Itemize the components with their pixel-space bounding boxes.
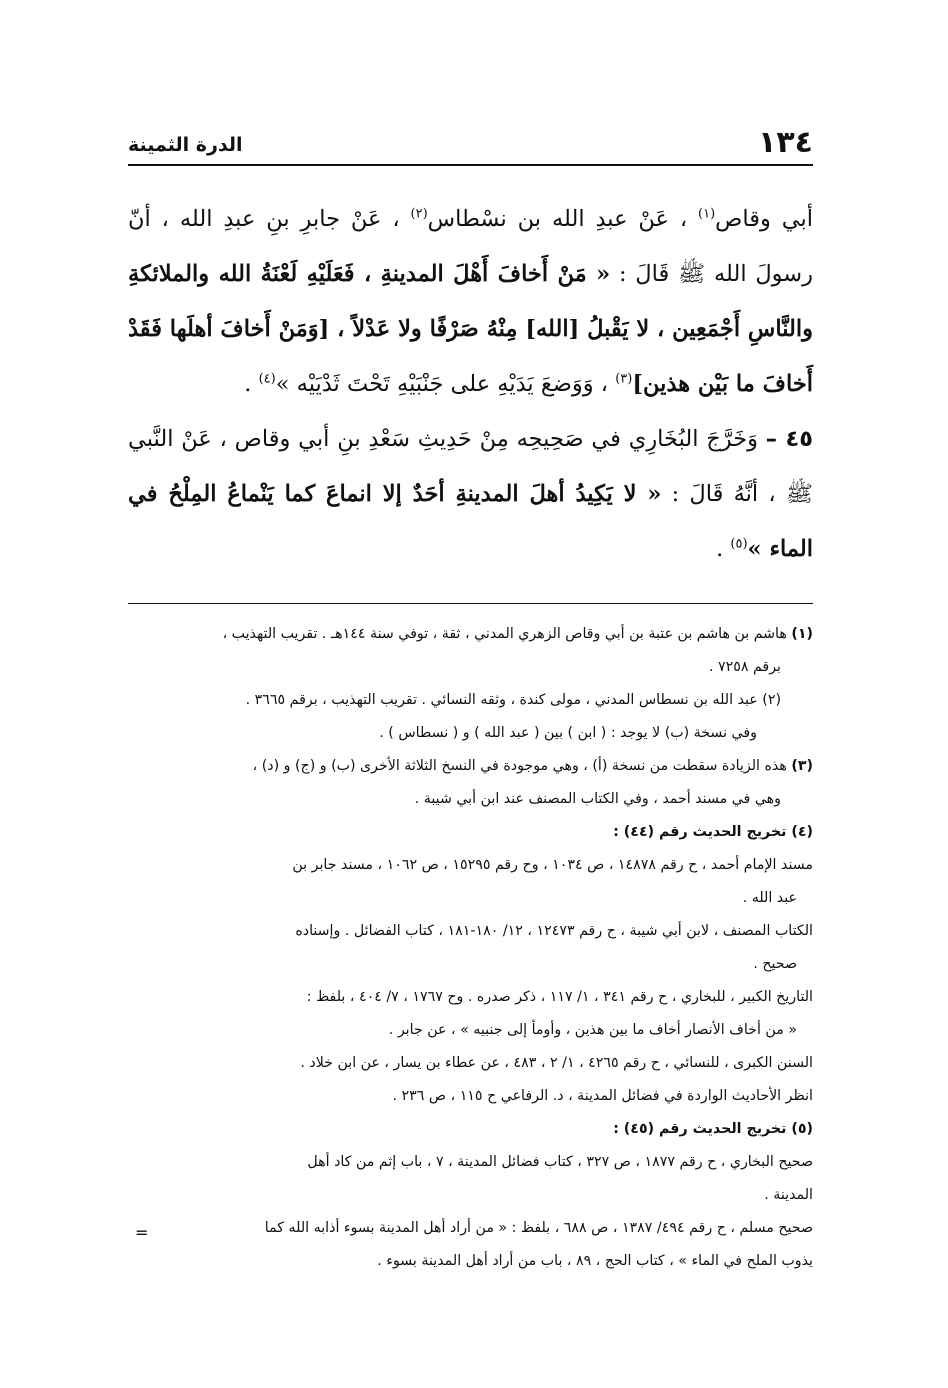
- footnote-text: هاشم بن هاشم بن عتبة بن أبي وقاص الزهري المدني ، ثقة ، توفي سنة ١٤٤هـ . تقريب التهذيب ،: [222, 626, 787, 642]
- source-5: انظر الأحاديث الواردة في فضائل المدينة ، د. الرفاعي ح ١١٥ ، ص ٢٣٦ .: [392, 1088, 813, 1104]
- book-title: الدرة الثمينة: [128, 134, 243, 156]
- footnote-text: عبد الله بن نسطاس المدني ، مولى كندة ، وثقه النسائي . تقريب التهذيب ، برقم ٣٦٦٥ .: [245, 692, 758, 708]
- source-7-cont: يذوب الملح في الماء » ، كتاب الحج ، ٨٩ ، باب من أراد أهل المدينة بسوء .: [377, 1253, 813, 1269]
- source-1: مسند الإمام أحمد ، ح رقم ١٤٨٧٨ ، ص ١٠٣٤ ، وح رقم ١٥٢٩٥ ، ص ١٠٦٢ ، مسند جابر بن: [292, 857, 813, 873]
- header-rule: [128, 164, 813, 166]
- text: .: [244, 371, 252, 397]
- footnote-3: [128, 750, 813, 783]
- footnote-5: [128, 1113, 813, 1146]
- source-3-cont: « من أخاف الأنصار أخاف ما بين هذين ، وأومأ إلى جنبيه » ، عن جابر .: [388, 1022, 797, 1038]
- source-3: التاريخ الكبير ، للبخاري ، ح رقم ٣٤١ ، ١/ ١١٧ ، ذكر صدره . وح ١٧٦٧ ، ٧/ ٤٠٤ ، بلفظ :: [306, 989, 813, 1005]
- running-head: [128, 118, 813, 158]
- hadith-quote: « لا يَكِيدُ أهلَ المدينةِ أحَدٌ إلا انماعَ كما يَنْماعُ المِلْحُ في الماء »: [128, 481, 813, 562]
- text: أبي وقاص: [715, 206, 813, 232]
- source-6: صحيح البخاري ، ح رقم ١٨٧٧ ، ص ٣٢٧ ، كتاب فضائل المدينة ، ٧ ، باب إثم من كاد أهل: [307, 1154, 813, 1170]
- footnote-ref-2: (٢): [410, 206, 428, 222]
- source-1-cont: عبد الله .: [742, 890, 797, 906]
- footnote-label: (٥): [791, 1121, 813, 1137]
- footnote-3-cont: وهي في مسند أحمد ، وفي الكتاب المصنف عند ابن أبي شيبة .: [414, 791, 781, 807]
- footnotes-rule: [128, 603, 813, 604]
- continuation-mark: =: [135, 1223, 149, 1242]
- source-4: السنن الكبرى ، للنسائي ، ح رقم ٤٢٦٥ ، ١/ ٢ ، ٤٨٣ ، عن عطاء بن يسار ، عن ابن خلاد .: [300, 1055, 813, 1071]
- footnote-4: [128, 816, 813, 849]
- text: .: [716, 536, 724, 562]
- text: وَخَرَّجَ البُخَارِي في صَحِيحِه مِنْ حَدِيثِ سَعْدِ بنِ أبي وقاص ، عَنْ النَّبي ﷺ ، أنَّهُ قَالَ :: [128, 426, 813, 507]
- footnote-2-cont: وفي نسخة (ب) لا يوجد : ( ابن ) بين ( عبد الله ) و ( نسطاس ) .: [379, 725, 757, 741]
- source-7: صحيح مسلم ، ح رقم ٤٩٤/ ١٣٨٧ ، ص ٦٨٨ ، بلفظ : « من أراد أهل المدينة بسوء أذابه الله كما: [264, 1220, 813, 1236]
- footnote-label: (٢): [762, 692, 781, 708]
- footnote-1-cont: برقم ٧٢٥٨ .: [708, 659, 781, 675]
- paragraph-hadith-44: [128, 192, 813, 412]
- footnote-ref-5: (٥): [730, 536, 748, 552]
- footnote-heading: تخريج الحديث رقم (٤٥) :: [613, 1121, 787, 1137]
- paragraph-hadith-45: [128, 412, 813, 577]
- book-page: [128, 118, 813, 1278]
- footnote-ref-1: (١): [698, 206, 716, 222]
- page-number: ١٣٤: [758, 125, 813, 160]
- footnote-ref-4: (٤): [258, 371, 276, 387]
- footnote-heading: تخريج الحديث رقم (٤٤) :: [613, 824, 787, 840]
- hadith-quote: « مَنْ أَخافَ أَهْلَ المدينةِ ، فَعَلَيْهِ لَعْنَةُ الله والملائكةِ والنَّاسِ أَجْمَعِين ، لا يَقْبلُ [الله] مِنْهُ صَرْفًا ولا عَدْلاً ، [وَمَنْ أَخافَ أهلَها فَقَدْ أَخافَ ما بَيْن هذين]: [128, 261, 813, 397]
- hadith-number: ٤٥ –: [765, 426, 813, 452]
- source-2-cont: صحيح .: [753, 956, 797, 972]
- footnote-text: هذه الزيادة سقطت من نسخة (أ) ، وهي موجودة في النسخ الثلاثة الأخرى (ب) و (ج) و (د) ،: [252, 758, 787, 774]
- footnotes: [128, 618, 813, 1278]
- text: ، عَنْ جابرِ بنِ عبدِ الله ، أنّ رسولَ الله ﷺ قَالَ :: [128, 206, 814, 287]
- footnote-2: [128, 684, 813, 717]
- footnote-1: [128, 618, 813, 651]
- source-6-cont: المدينة .: [764, 1187, 813, 1203]
- footnote-label: (١): [791, 626, 813, 642]
- footnote-label: (٣): [791, 758, 813, 774]
- main-text: [128, 192, 813, 577]
- text: ، وَوَضعَ يَدَيْهِ على جَنْبَيْهِ تَحْتَ ثَدْيَيْه »: [275, 371, 609, 397]
- footnote-ref-3: (٣): [615, 371, 633, 387]
- footnote-label: (٤): [791, 824, 813, 840]
- text: ، عَنْ عبدِ الله بن نسْطاس: [427, 206, 688, 232]
- source-2: الكتاب المصنف ، لابن أبي شيبة ، ح رقم ١٢٤٧٣ ، ١٢/ ١٨٠-١٨١ ، كتاب الفضائل . وإسناده: [295, 923, 813, 939]
